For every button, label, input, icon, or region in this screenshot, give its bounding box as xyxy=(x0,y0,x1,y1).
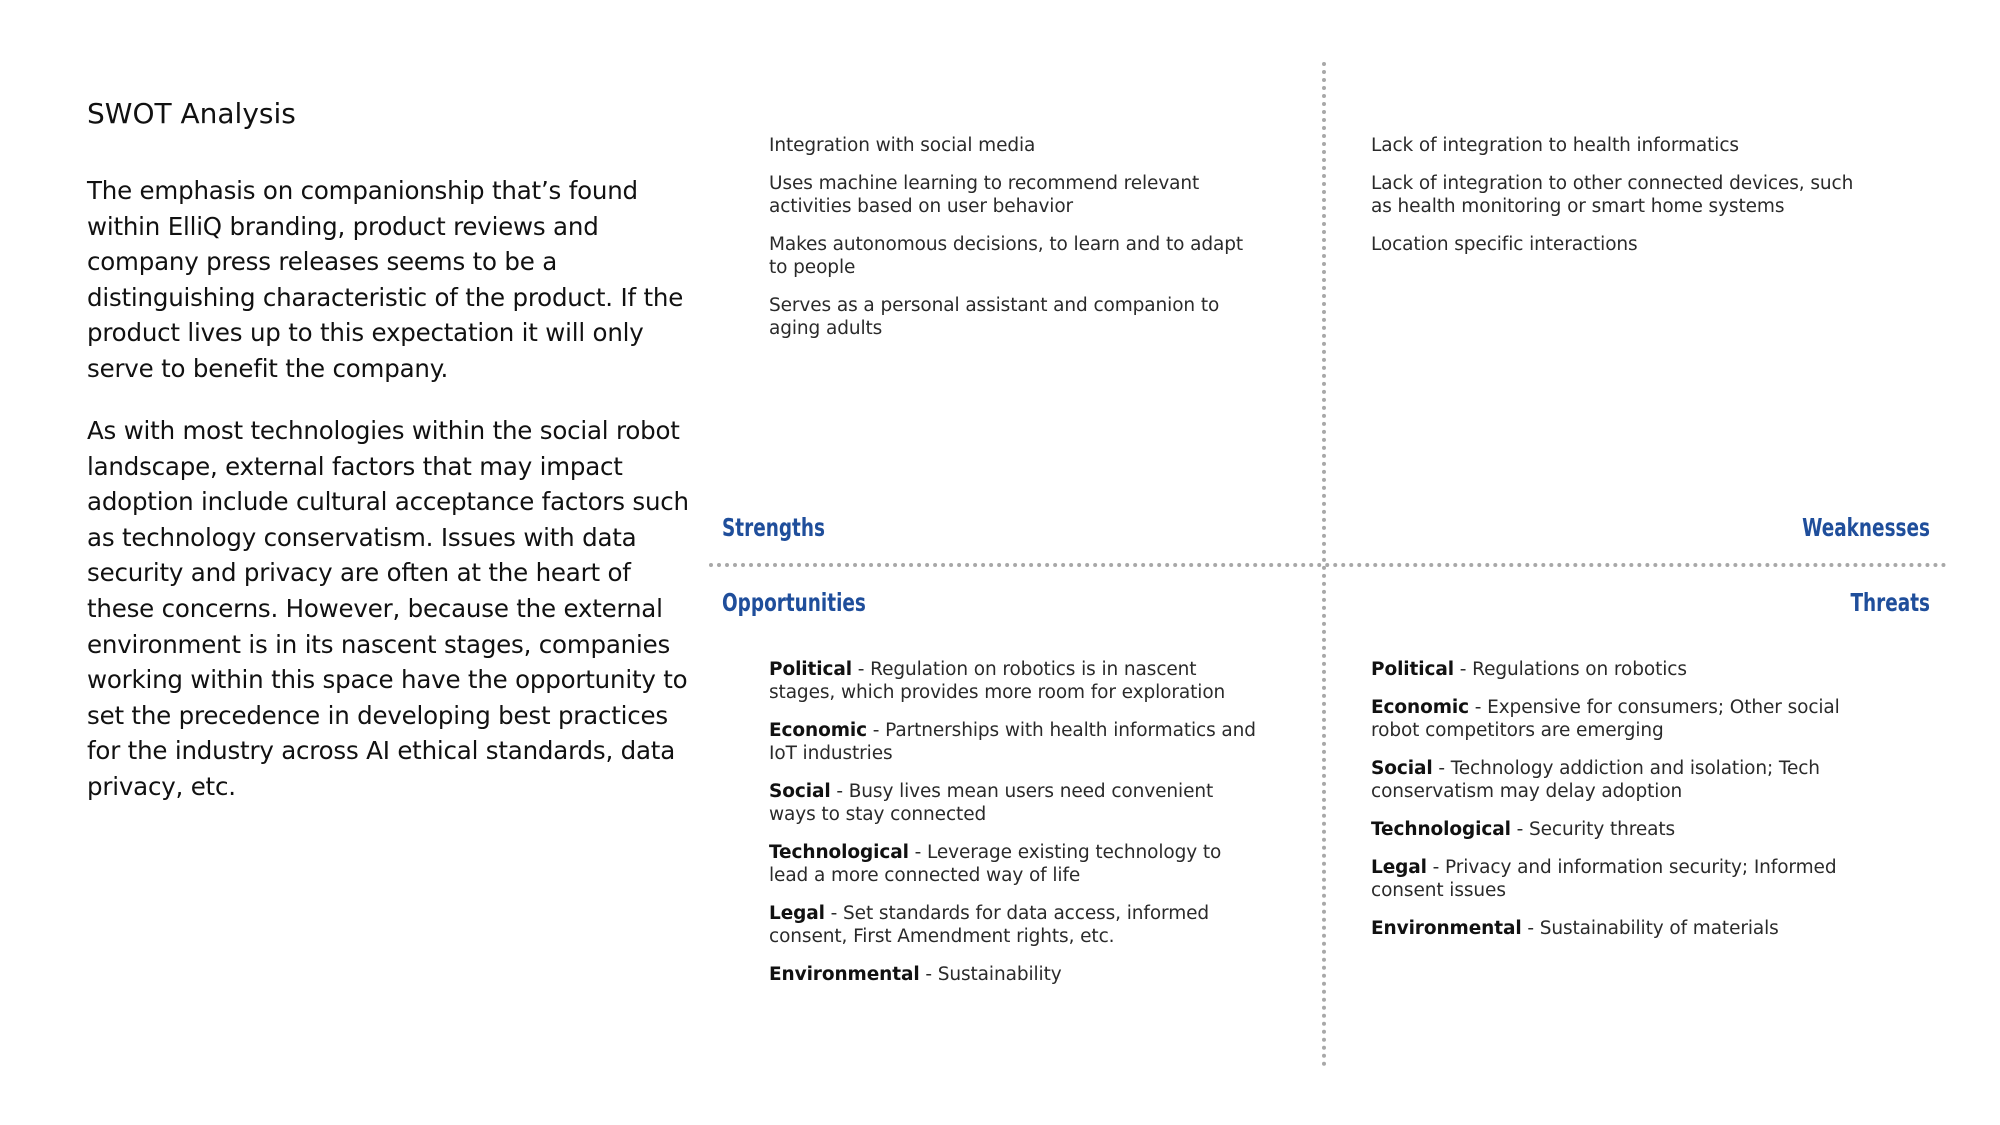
list-item xyxy=(769,780,1259,826)
list-item: Serves as a personal assistant and companion to aging adults xyxy=(769,295,1220,339)
intro-paragraph-2: As with most technologies within the social robot landscape, external factors that may impact adoption include cultural acceptance factors such as technology conservatism. Issues with data security and privacy are often at the heart of these concerns. However, because the external environment is in its nascent stages, companies working within this space have the opportunity to set the precedence in developing best practices for the industry across AI ethical standards, data privacy, etc. xyxy=(87,416,689,801)
item-text: - Set standards for data access, informed consent, First Amendment rights, etc. xyxy=(769,903,1210,947)
weaknesses-list xyxy=(1371,134,1871,271)
item-text: - Partnerships with health informatics and IoT industries xyxy=(769,720,1256,764)
item-term: Social xyxy=(769,781,831,802)
item-term: Technological xyxy=(769,842,909,863)
item-term: Economic xyxy=(1371,697,1469,718)
list-item xyxy=(769,719,1259,765)
item-term: Social xyxy=(1371,758,1433,779)
opportunities-label: Opportunities xyxy=(722,588,866,617)
item-term: Economic xyxy=(769,720,867,741)
list-item xyxy=(1371,856,1871,902)
list-item xyxy=(1371,696,1871,742)
list-item: Lack of integration to other connected devices, such as health monitoring or smart home systems xyxy=(1371,173,1854,217)
list-item xyxy=(1371,818,1871,841)
item-term: Environmental xyxy=(1371,918,1522,939)
item-text: - Privacy and information security; Informed consent issues xyxy=(1371,857,1837,901)
item-text: - Sustainability of materials xyxy=(1521,918,1779,939)
list-item: Lack of integration to health informatics xyxy=(1371,135,1739,156)
item-text: - Expensive for consumers; Other social robot competitors are emerging xyxy=(1371,697,1840,741)
list-item xyxy=(769,841,1259,887)
item-text: - Busy lives mean users need convenient ways to stay connected xyxy=(769,781,1214,825)
list-item xyxy=(769,658,1259,704)
horizontal-divider xyxy=(709,563,1947,567)
list-item: Makes autonomous decisions, to learn and to adapt to people xyxy=(769,234,1244,278)
item-text: - Regulations on robotics xyxy=(1454,659,1687,680)
strengths-list xyxy=(769,134,1259,355)
list-item xyxy=(769,902,1259,948)
list-item xyxy=(769,963,1259,986)
item-text: - Leverage existing technology to lead a more connected way of life xyxy=(769,842,1222,886)
item-text: - Security threats xyxy=(1510,819,1676,840)
list-item xyxy=(1371,658,1871,681)
item-text: - Sustainability xyxy=(919,964,1062,985)
strengths-label: Strengths xyxy=(722,513,825,542)
list-item xyxy=(1371,757,1871,803)
list-item xyxy=(1371,917,1871,940)
item-term: Legal xyxy=(769,903,825,924)
page-title: SWOT Analysis xyxy=(87,97,296,130)
item-term: Technological xyxy=(1371,819,1511,840)
item-text: - Technology addiction and isolation; Tech conservatism may delay adoption xyxy=(1371,758,1820,802)
opportunities-list xyxy=(769,658,1259,1001)
intro-paragraph-1: The emphasis on companionship that’s found within ElliQ branding, product reviews and company press releases seems to be a distinguishing characteristic of the product. If the product lives up to this expectation it will only serve to benefit the company. xyxy=(87,176,684,383)
list-item: Location specific interactions xyxy=(1371,234,1638,255)
item-term: Legal xyxy=(1371,857,1427,878)
item-term: Political xyxy=(1371,659,1455,680)
item-text: - Regulation on robotics is in nascent stages, which provides more room for exploration xyxy=(769,659,1226,703)
weaknesses-label: Weaknesses xyxy=(1802,513,1930,542)
item-term: Political xyxy=(769,659,853,680)
threats-label: Threats xyxy=(1850,588,1930,617)
list-item: Integration with social media xyxy=(769,135,1036,156)
threats-list xyxy=(1371,658,1871,955)
list-item: Uses machine learning to recommend relevant activities based on user behavior xyxy=(769,173,1200,217)
item-term: Environmental xyxy=(769,964,920,985)
